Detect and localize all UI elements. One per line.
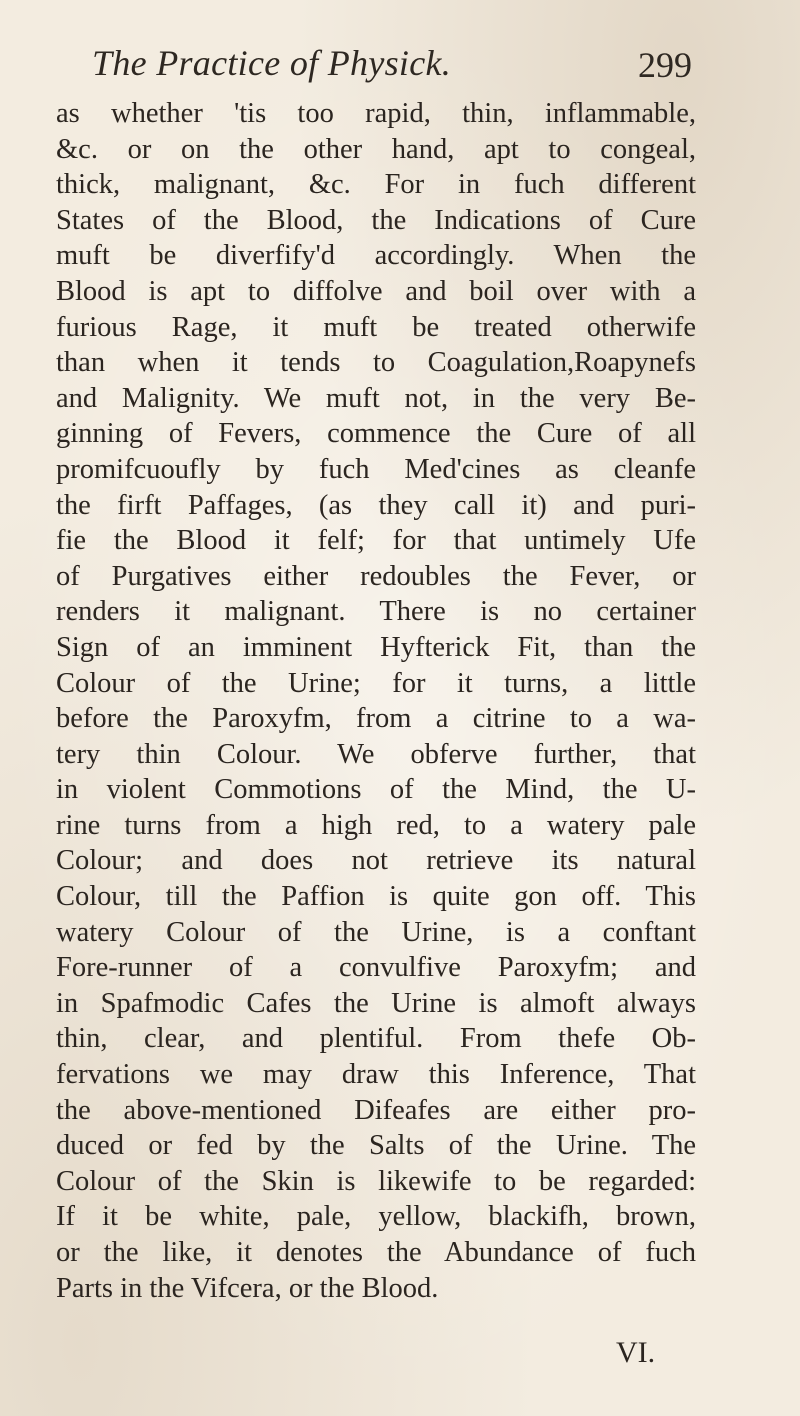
text-line: Sign of an imminent Hyfterick Fit, than the — [56, 631, 696, 663]
text-line: Colour; and does not retrieve its natural — [56, 845, 696, 877]
text-line: Colour of the Skin is likewife to be regarded: — [56, 1165, 696, 1197]
text-line: Blood is apt to diffolve and boil over with a — [56, 275, 696, 307]
text-line: before the Paroxyfm, from a citrine to a wa- — [56, 703, 696, 735]
text-line: and Malignity. We muft not, in the very Be- — [56, 382, 696, 414]
text-line: thick, malignant, &c. For in fuch different — [56, 169, 696, 201]
text-line: Colour of the Urine; for it turns, a little — [56, 667, 696, 699]
text-line: &c. or on the other hand, apt to congeal, — [56, 133, 696, 165]
text-line: muft be diverfify'd accordingly. When the — [56, 240, 696, 272]
text-line: or the like, it denotes the Abundance of fuch — [56, 1237, 696, 1268]
text-line: States of the Blood, the Indications of Cure — [56, 204, 696, 236]
text-line: the above-mentioned Difeafes are either pro- — [56, 1094, 696, 1126]
text-line: ginning of Fevers, commence the Cure of all — [56, 418, 696, 450]
text-line: thin, clear, and plentiful. From thefe Ob- — [56, 1023, 696, 1055]
catchword: VI. — [616, 1336, 656, 1369]
text-line: furious Rage, it muft be treated otherwife — [56, 311, 696, 343]
text-line: the firft Paffages, (as they call it) and puri- — [56, 489, 696, 521]
text-line: Parts in the Vifcera, or the Blood. — [56, 1272, 439, 1304]
text-line: fie the Blood it felf; for that untimely Ufe — [56, 525, 696, 557]
text-line: Fore-runner of a convulfive Paroxyfm; and — [56, 952, 696, 984]
running-title: The Practice of Physick. — [92, 43, 452, 83]
text-line: rine turns from a high red, to a watery pale — [56, 809, 696, 841]
text-line: promifcuoufly by fuch Med'cines as cleanfe — [56, 453, 696, 485]
text-line: in Spafmodic Cafes the Urine is almoft always — [56, 987, 696, 1019]
text-line: than when it tends to Coagulation,Roapynefs — [56, 347, 696, 379]
text-line: fervations we may draw this Inference, That — [56, 1059, 696, 1091]
text-line: renders it malignant. There is no certainer — [56, 596, 696, 628]
text-line: If it be white, pale, yellow, blackifh, brown, — [56, 1201, 696, 1233]
text-line: duced or fed by the Salts of the Urine. The — [56, 1130, 696, 1162]
text-line: as whether 'tis too rapid, thin, inflammable, — [56, 98, 696, 129]
body-text — [56, 96, 696, 1306]
text-line: watery Colour of the Urine, is a conftant — [56, 916, 696, 948]
page-number: 299 — [638, 45, 692, 85]
text-line: in violent Commotions of the Mind, the U- — [56, 774, 696, 806]
text-line: Colour, till the Paffion is quite gon off. This — [56, 881, 696, 913]
running-head — [92, 42, 692, 92]
text-line: of Purgatives either redoubles the Fever, or — [56, 560, 696, 592]
text-line: tery thin Colour. We obferve further, that — [56, 738, 696, 770]
